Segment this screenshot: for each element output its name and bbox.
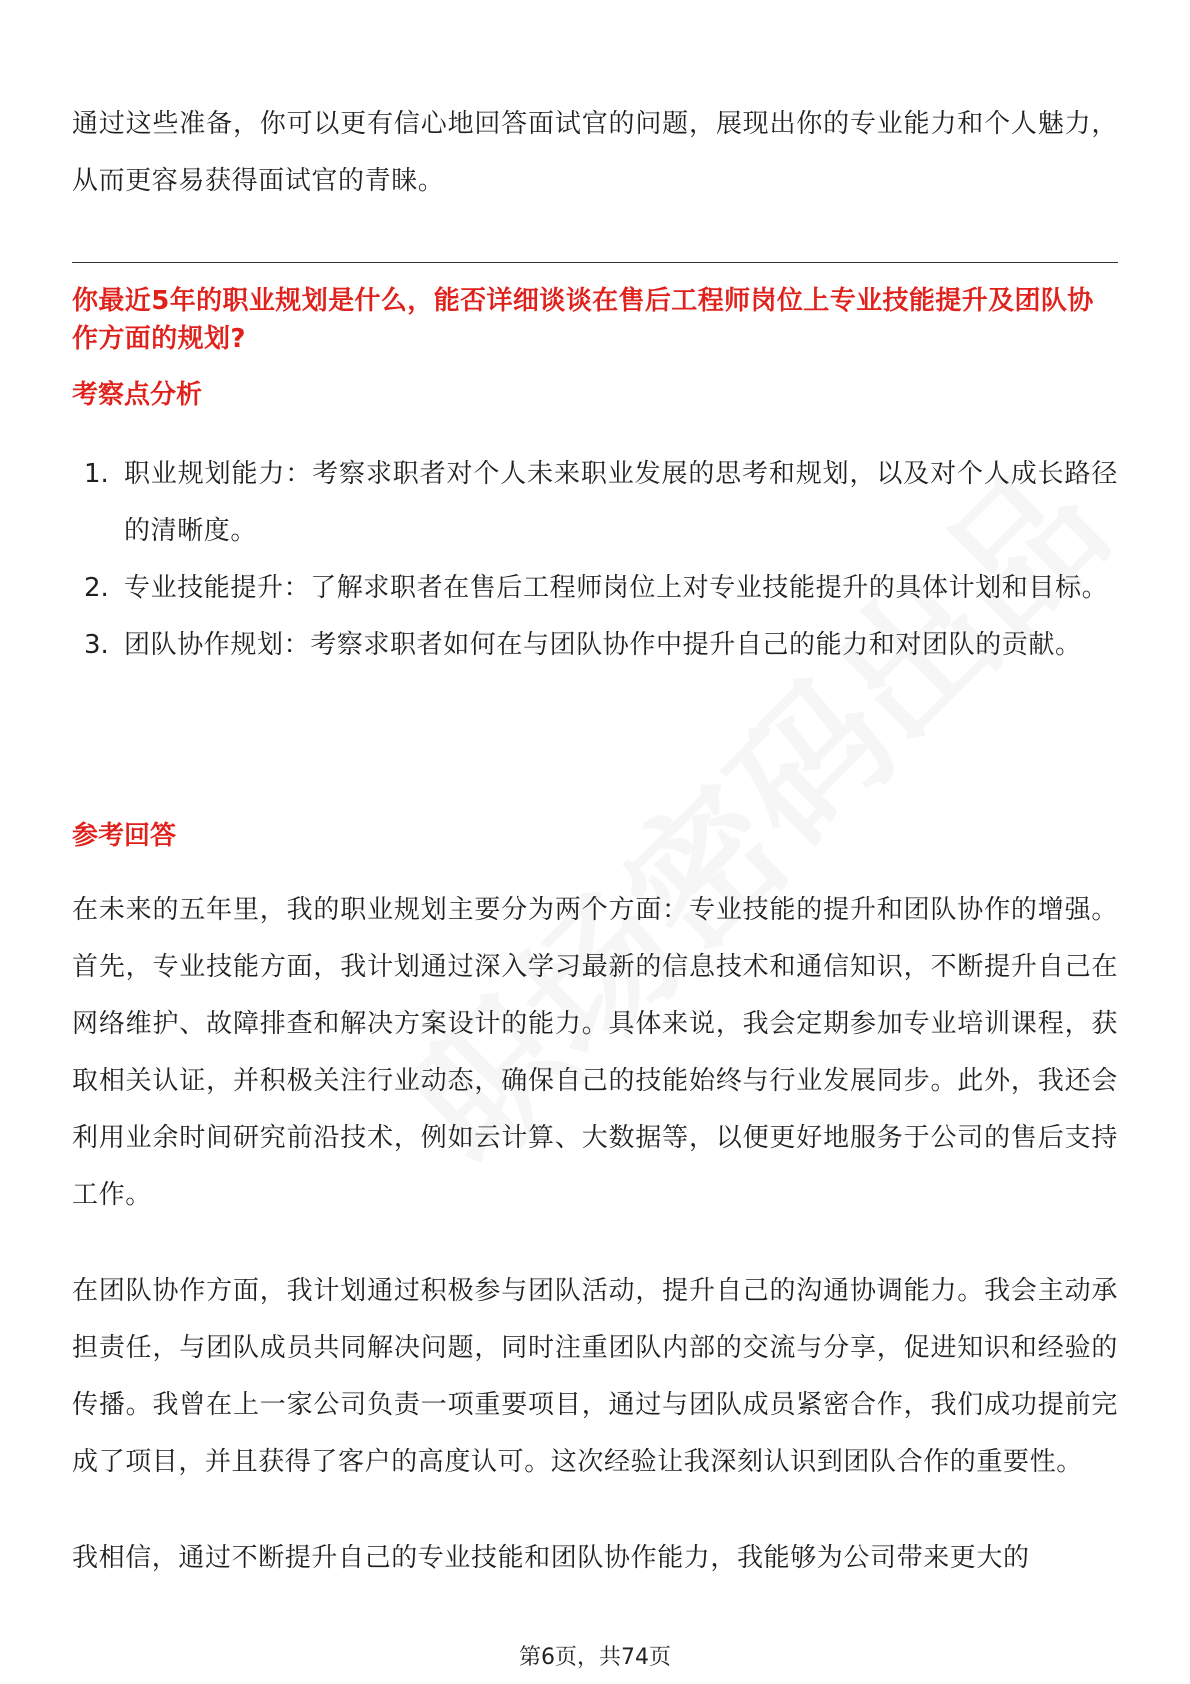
analysis-heading: 考察点分析 bbox=[72, 380, 203, 410]
section-divider bbox=[72, 262, 1118, 263]
answer-paragraph: 在未来的五年里，我的职业规划主要分为两个方面：专业技能的提升和团队协作的增强。首先，专业技能方面，我计划通过深入学习最新的信息技术和通信知识，不断提升自己在网络维护、故障排查和解决方案设计的能力。具体来说，我会定期参加专业培训课程，获取相关认证，并积极关注行业动态，确保自己的技能始终与行业发展同步。此外，我还会利用业余时间研究前沿技术，例如云计算、大数据等，以便更好地服务于公司的售后支持工作。 bbox=[72, 895, 1118, 1210]
question-title: 你最近5年的职业规划是什么，能否详细谈谈在售后工程师岗位上专业技能提升及团队协作方面的规划? bbox=[72, 286, 1094, 354]
list-item-number: 2. bbox=[84, 573, 109, 603]
list-item bbox=[72, 617, 1118, 674]
page-number: 第6页，共74页 bbox=[519, 1645, 671, 1670]
answer-heading: 参考回答 bbox=[72, 821, 177, 851]
list-item-text: 团队协作规划：考察求职者如何在与团队协作中提升自己的能力和对团队的贡献。 bbox=[124, 630, 1082, 660]
list-item-number: 3. bbox=[84, 630, 109, 660]
answer-paragraph: 我相信，通过不断提升自己的专业技能和团队协作能力，我能够为公司带来更大的 bbox=[72, 1543, 1030, 1573]
list-item bbox=[72, 560, 1118, 617]
list-item-text: 职业规划能力：考察求职者对个人未来职业发展的思考和规划，以及对个人成长路径的清晰度。 bbox=[124, 459, 1118, 546]
answer-body bbox=[72, 882, 1118, 1626]
intro-paragraph: 通过这些准备，你可以更有信心地回答面试官的问题，展现出你的专业能力和个人魅力，从而更容易获得面试官的青睐。 bbox=[72, 109, 1118, 196]
list-item-number: 1. bbox=[84, 459, 109, 489]
analysis-list bbox=[72, 446, 1118, 674]
list-item bbox=[72, 446, 1118, 560]
list-item-text: 专业技能提升：了解求职者在售后工程师岗位上对专业技能提升的具体计划和目标。 bbox=[124, 573, 1109, 603]
answer-paragraph: 在团队协作方面，我计划通过积极参与团队活动，提升自己的沟通协调能力。我会主动承担责任，与团队成员共同解决问题，同时注重团队内部的交流与分享，促进知识和经验的传播。我曾在上一家公司负责一项重要项目，通过与团队成员紧密合作，我们成功提前完成了项目，并且获得了客户的高度认可。这次经验让我深刻认识到团队合作的重要性。 bbox=[72, 1276, 1118, 1477]
